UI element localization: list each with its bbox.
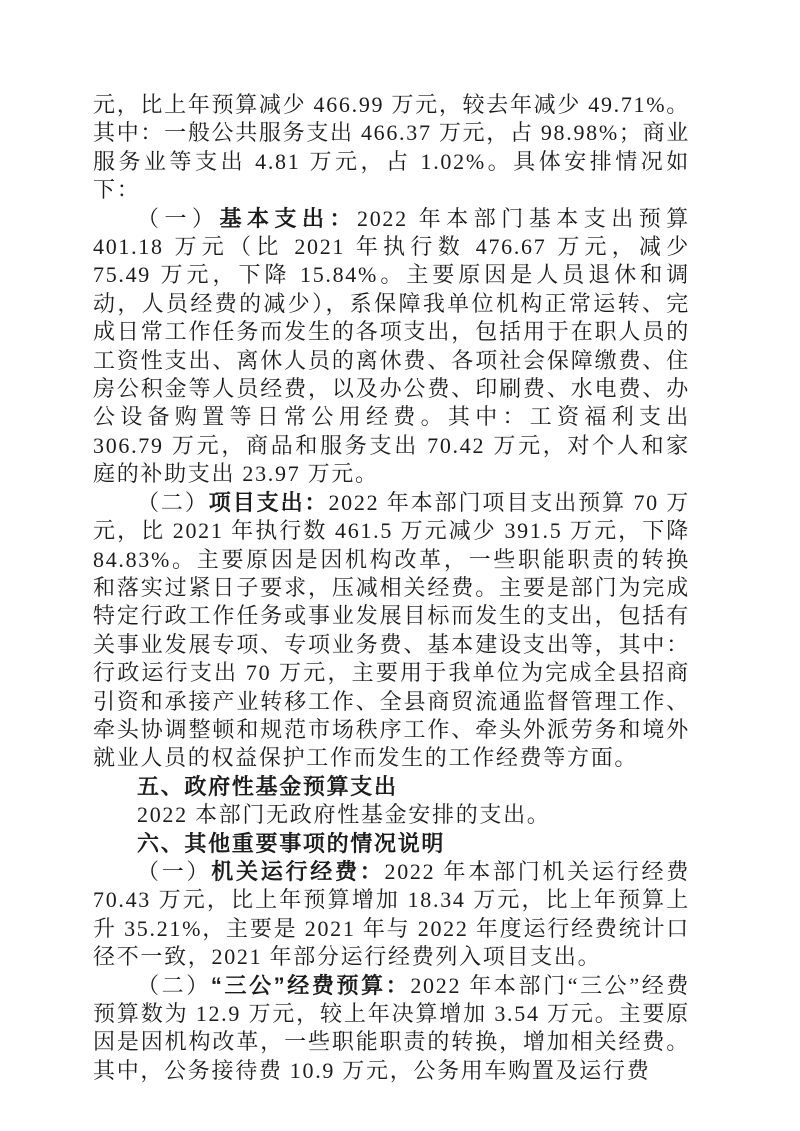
paragraph-project-expenditure [93,489,690,773]
heading-text: 六、其他重要事项的情况说明 [137,830,446,856]
paragraph-text: 2022 本部门无政府性基金安排的支出。 [137,802,551,828]
paragraph-text: 2022 年本部门机关运行经费 70.43 万元，比上年预算增加 18.34 万元，比上年预算上升 35.21%，主要是 2021 年与 2022 年度运行经费统计口径不一致，2021 年部分运行经费列入项目支出。 [93,858,690,970]
item-title: “三公”经费预算： [210,972,411,998]
paragraph-text: 2022 年本部门基本支出预算 401.18 万元（比 2021 年执行数 476.67 万元，减少 75.49 万元，下降 15.84%。主要原因是人员退休和调动，人员经费的减少），系保障我单位机构正常运转、完成日常工作任务而发生的各项支出，包括用于在职人员的工资性支出、离休人员的离休费、各项社会保障缴费、住房公积金等人员经费，以及办公费、印刷费、水电费、办公设备购置等日常公用经费。其中：工资福利支出 306.79 万元，商品和服务支出 70.42 万元，对个人和家庭的补助支出 23.97 万元。 [93,205,690,487]
section-heading-government-fund-budget [93,773,690,801]
item-number: （一） [137,205,220,231]
item-title: 基本支出： [219,205,357,231]
paragraph-text: 2022 年本部门“三公”经费预算数为 12.9 万元，较上年决算增加 3.54 万元。主要原因是因机构改革，一些职能职责的转换，增加相关经费。其中，公务接待费 10.9 万元，公务用车购置及运行费 [93,972,691,1083]
paragraph-three-public-expenses [93,972,690,1086]
heading-text: 五、政府性基金预算支出 [137,773,398,799]
paragraph-agency-operating-funds [93,858,690,972]
paragraph-government-fund-note [93,801,690,829]
item-number: （二） [137,489,209,515]
paragraph-text: 2022 年本部门项目支出预算 70 万元，比 2021 年执行数 461.5 万元减少 391.5 万元，下降 84.83%。主要原因是因机构改革，一些职能职责的转换和落实过紧日子要求，压减相关经费。主要是部门为完成特定行政工作任务或事业发展目标而发生的支出，包括有关事业发展专项、专项业务费、基本建设支出等，其中：行政运行支出 70 万元，主要用于我单位为完成全县招商引资和承接产业转移工作、全县商贸流通监督管理工作、牵头协调整顿和规范市场秩序工作、牵头外派劳务和境外就业人员的权益保护工作而发生的工作经费等方面。 [93,489,690,771]
item-title: 机关运行经费： [211,858,385,884]
section-heading-other-important-matters [93,830,690,858]
item-number: （二） [137,972,211,998]
item-title: 项目支出： [208,489,329,515]
paragraph-expenditure-overview-continued [93,91,690,205]
paragraph-basic-expenditure [93,205,690,489]
paragraph-text: 元，比上年预算减少 466.99 万元，较去年减少 49.71%。其中：一般公共服务支出 466.37 万元，占 98.98%；商业服务业等支出 4.81 万元，占 1.02%。具体安排情况如下： [93,92,690,203]
item-number: （一） [137,858,212,884]
